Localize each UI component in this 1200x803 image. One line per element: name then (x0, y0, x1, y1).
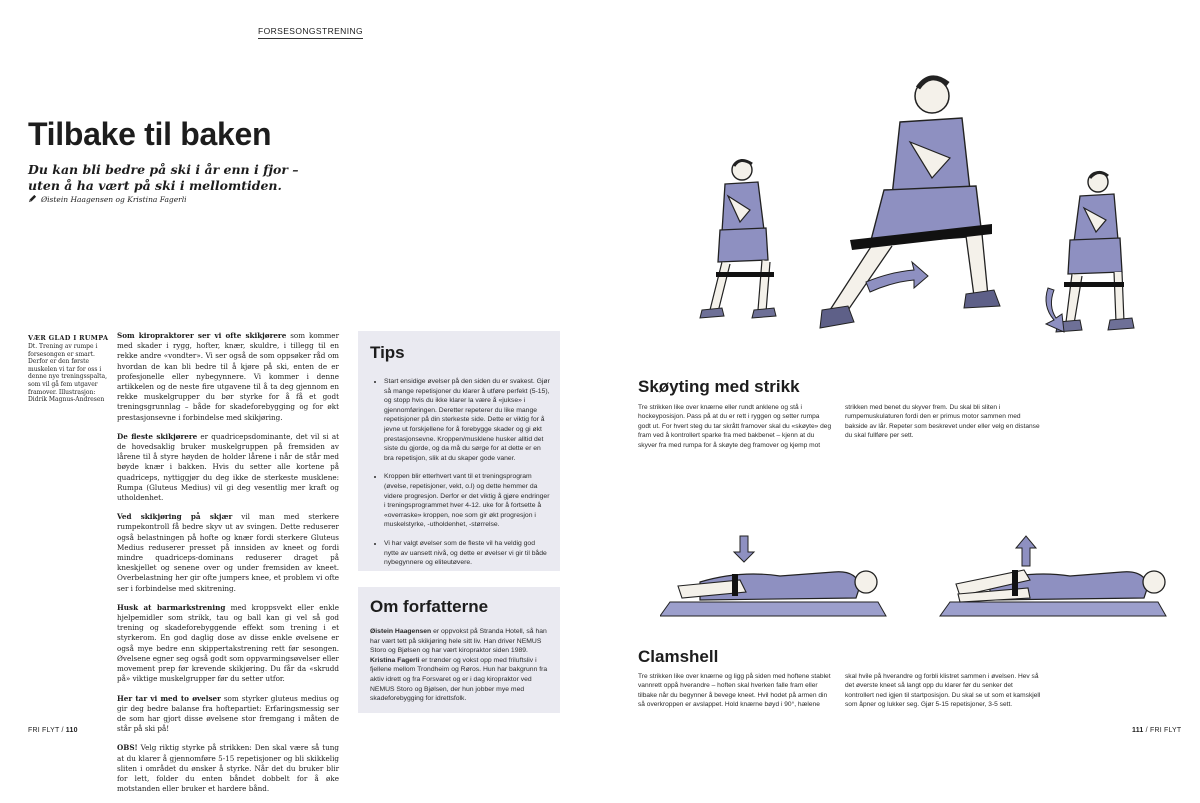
up-arrow-icon (1016, 536, 1036, 566)
skating-heading: Skøyting med strikk (638, 377, 800, 396)
caption-body: Dt. Trening av rumpe i forsesongen er smart. Derfor er den første muskelen vi tar for oss i denne nye treningsspalta, som vil gå fem utgaver framover. Illustrasjon: Didrik Magnus-Andresen (28, 343, 107, 404)
author-bio: Kristina Fagerli er trønder og vokst opp med friluftsliv i fjellene mellom Trondheim og Røros. Hun har bakgrunn fra aktiv idrett og fra Forsvaret og er i dag kiropraktor ved NEMUS Storo og Bjølsen, der hun jobber mye med skadeforebygging for idrettsfolk. (370, 656, 548, 703)
skating-text-col2: strikken med benet du skyver frem. Du skal bli sliten i rumpemuskulaturen fordi den er primus motor sammen med bakside av lår. Repeter som beskrevet under eller velg en distanse du skal fullføre per sett. (845, 404, 1040, 440)
body-paragraph: Som kiropraktorer ser vi ofte skikjørere som kommer med skader i rygg, hofter, knær, skuldre, i tillegg til en rekke andre «vondter». Vi ser også de som oppsøker råd om hvordan de kan bli bedre til å kjøre på ski, enten de er profesjonelle eller nybegynnere. Vi kommer i denne artikkelen og de neste fire utgavene til å ta deg gjennom en rekke muskelgrupper du bør styrke for å få et godt treningsgrunnlag – både for skadeforebygging og for økt prestasjonsevne i forbindelse med skikjøring. (117, 331, 339, 422)
authors-box (358, 587, 560, 713)
byline-authors: Øistein Haagensen og Kristina Fagerli (41, 195, 187, 204)
tips-item: • Kroppen blir etterhvert vant til et treningsprogram (øvelse, repetisjoner, vekt, o.l) og dette hemmer da videre progresjon. Derfor er det viktig å gjøre endringer i treningsprogrammet hver 4-12. uke for å fortsette å «overraske» kroppen, noe som gir økt progresjon i muskelstyrke, -utholdenhet, -størrelse. (384, 472, 550, 530)
pencil-icon (28, 194, 37, 205)
tips-heading: Tips (370, 343, 405, 362)
skating-illustration (670, 60, 1170, 360)
tips-item: • Vi har valgt øvelser som de fleste vil ha veldig god nytte av uansett nivå, og dette er øvelser vi gir til både nybegynnere og eliteutøvere. (384, 539, 550, 568)
skating-text-col1: Tre strikken like over knærne eller rundt anklene og stå i hockeyposisjon. Pass på at du er rett i ryggen og setter rumpa godt ut. For hvert steg du tar skrått framover skal du «skøyte» deg fram ved å kontrollert sparke fra med bakbenet – kjenn at du skyver fra med rumpa for å skøyte deg framover og kjemp mot (638, 404, 832, 449)
section-tag: FORSESONGSTRENING (258, 26, 363, 39)
clamshell-text-col2: skal hvile på hverandre og forbli klistret sammen i øvelsen. Hev så det øverste kneet så langt opp du klarer før du senker det kontrollert ned igjen til startposisjon. Du skal se ut som et kamskjell som åpner og lukker seg. Gjør 5-15 repetisjoner, 3-5 sett. (845, 673, 1041, 709)
clamshell-figure-open (940, 536, 1166, 616)
article-lead: Du kan bli bedre på ski i år enn i fjor – uten å ha vært på ski i mellomtiden. (28, 162, 299, 193)
body-paragraph: Her tar vi med to øvelser som styrker gluteus medius og gir deg bedre balanse fra hoftepartiet: Erfaringsmessig ser de som har gjort disse øvelsene stor fremgang i måten de står på ski på! (117, 693, 339, 734)
folio-magazine: FRI FLYT (28, 727, 60, 734)
folio-magazine: FRI FLYT (1149, 727, 1182, 734)
authors-heading: Om forfatterne (370, 597, 489, 616)
caption-title: VÆR GLAD I RUMPA (28, 334, 109, 342)
folio-right (1132, 727, 1181, 734)
skater-figure-large-center (820, 78, 1000, 328)
down-arrow-icon (734, 536, 754, 562)
clamshell-text-col1: Tre strikken like over knærne og ligg på siden med hoftene stablet vannrett oppå hverandre – hoften skal hverken falle fram eller tilbake når du begynner å bevege kneet. Hvil hodet på armen din så overkroppen er avslappet. Hold knærne bøyd i 90°, hælene (638, 673, 831, 709)
folio-separator: / (1145, 727, 1148, 734)
body-paragraph: Ved skikjøring på skjær vil man med sterkere rumpekontroll få bedre skyv ut av svingen. Dette reduserer også belastningen på hofte og knær fordi sterkere Gluteus Medius reduserer presset på innsiden av kneet og fordi mindre quadriceps-dominans reduserer draget på kneskjellet og senene over og under fremsiden av kneet. Overbelastning her gir ofte jumpers knee, et problem vi ofte ser i forbindelse med skitrening. (117, 512, 339, 593)
body-paragraph: De fleste skikjørere er quadricepsdominante, det vil si at de hovedsaklig bruker muskelgruppen på fremsiden av lårene til å styre høyden de holder lårene i når de står med bøyde knær i bakken. Hvis du setter alle kortene på quadriceps, nyttiggjør du deg ikke de sterkeste musklene: Rumpa (Gluteus Medius) vil gi deg vesentlig mer kraft og utholdenhet. (117, 431, 339, 503)
author-bio: Øistein Haagensen er oppvokst på Stranda Hotell, så han har vært tett på skikjøring hele sitt liv. Han driver NEMUS Storo og Bjølsen og har vært kiropraktor siden 1989. (370, 628, 547, 655)
curved-arrow-icon (1046, 288, 1064, 332)
tips-box (358, 331, 560, 571)
clamshell-figure-closed (660, 536, 886, 616)
byline (28, 194, 187, 205)
folio-separator: / (61, 727, 64, 734)
folio-page-number: 110 (65, 727, 78, 734)
body-paragraph: Husk at barmarkstrening med kroppsvekt eller enkle hjelpemidler som strikk, tau og ball kan gi vel så god trening og skadeforebyggende effekt som trening i et styrkerom. En god daglig dose av disse enkle øvelsene er også mye bedre enn skippertakstrening rett før sesongen. Øvelsene egner seg også godt som oppvarmingsøvelser eller movement prep før krevende skikjøring. Du får da «skrudd på» viktige muskelgrupper før du setter utfor. (117, 602, 339, 684)
folio-page-number: 111 (1132, 727, 1144, 734)
tips-item: • Start ensidige øvelser på den siden du er svakest. Gjør så mange repetisjoner du klarer å utføre perfekt (5-15), og stopp hvis du ikke klarer la være å «jukse» i gjennomføringen. Deretter repeterer du like mange repetisjoner på din sterkeste side. Dette er viktig for å jevne ut forskjellene for å forebygge skader og gi økt prestasjonsevne. Kroppen/musklene husker alltid det siste du gjorde, og da må du sørge for at dette er en bra repetisjon, slik at du skaper gode vaner. (384, 377, 550, 463)
skater-figure-small-left (700, 160, 776, 318)
tips-list (370, 377, 550, 568)
clamshell-heading: Clamshell (638, 647, 719, 666)
folio-left (28, 727, 78, 734)
skater-figure-small-right (1046, 172, 1134, 332)
clamshell-illustration (660, 530, 1170, 620)
article-title: Tilbake til baken (28, 116, 272, 152)
body-paragraph: OBS! Velg riktig styrke på strikken: Den skal være så tung at du klarer å gjennomføre 5-15 repetisjoner og bli skikkelig sliten i området du ønsker å styrke. Når det du bruker blir for lett, folder du enten båndet dobbelt for å øke motstanden eller bruker et hardere bånd. (117, 743, 339, 794)
body-column (117, 331, 339, 803)
